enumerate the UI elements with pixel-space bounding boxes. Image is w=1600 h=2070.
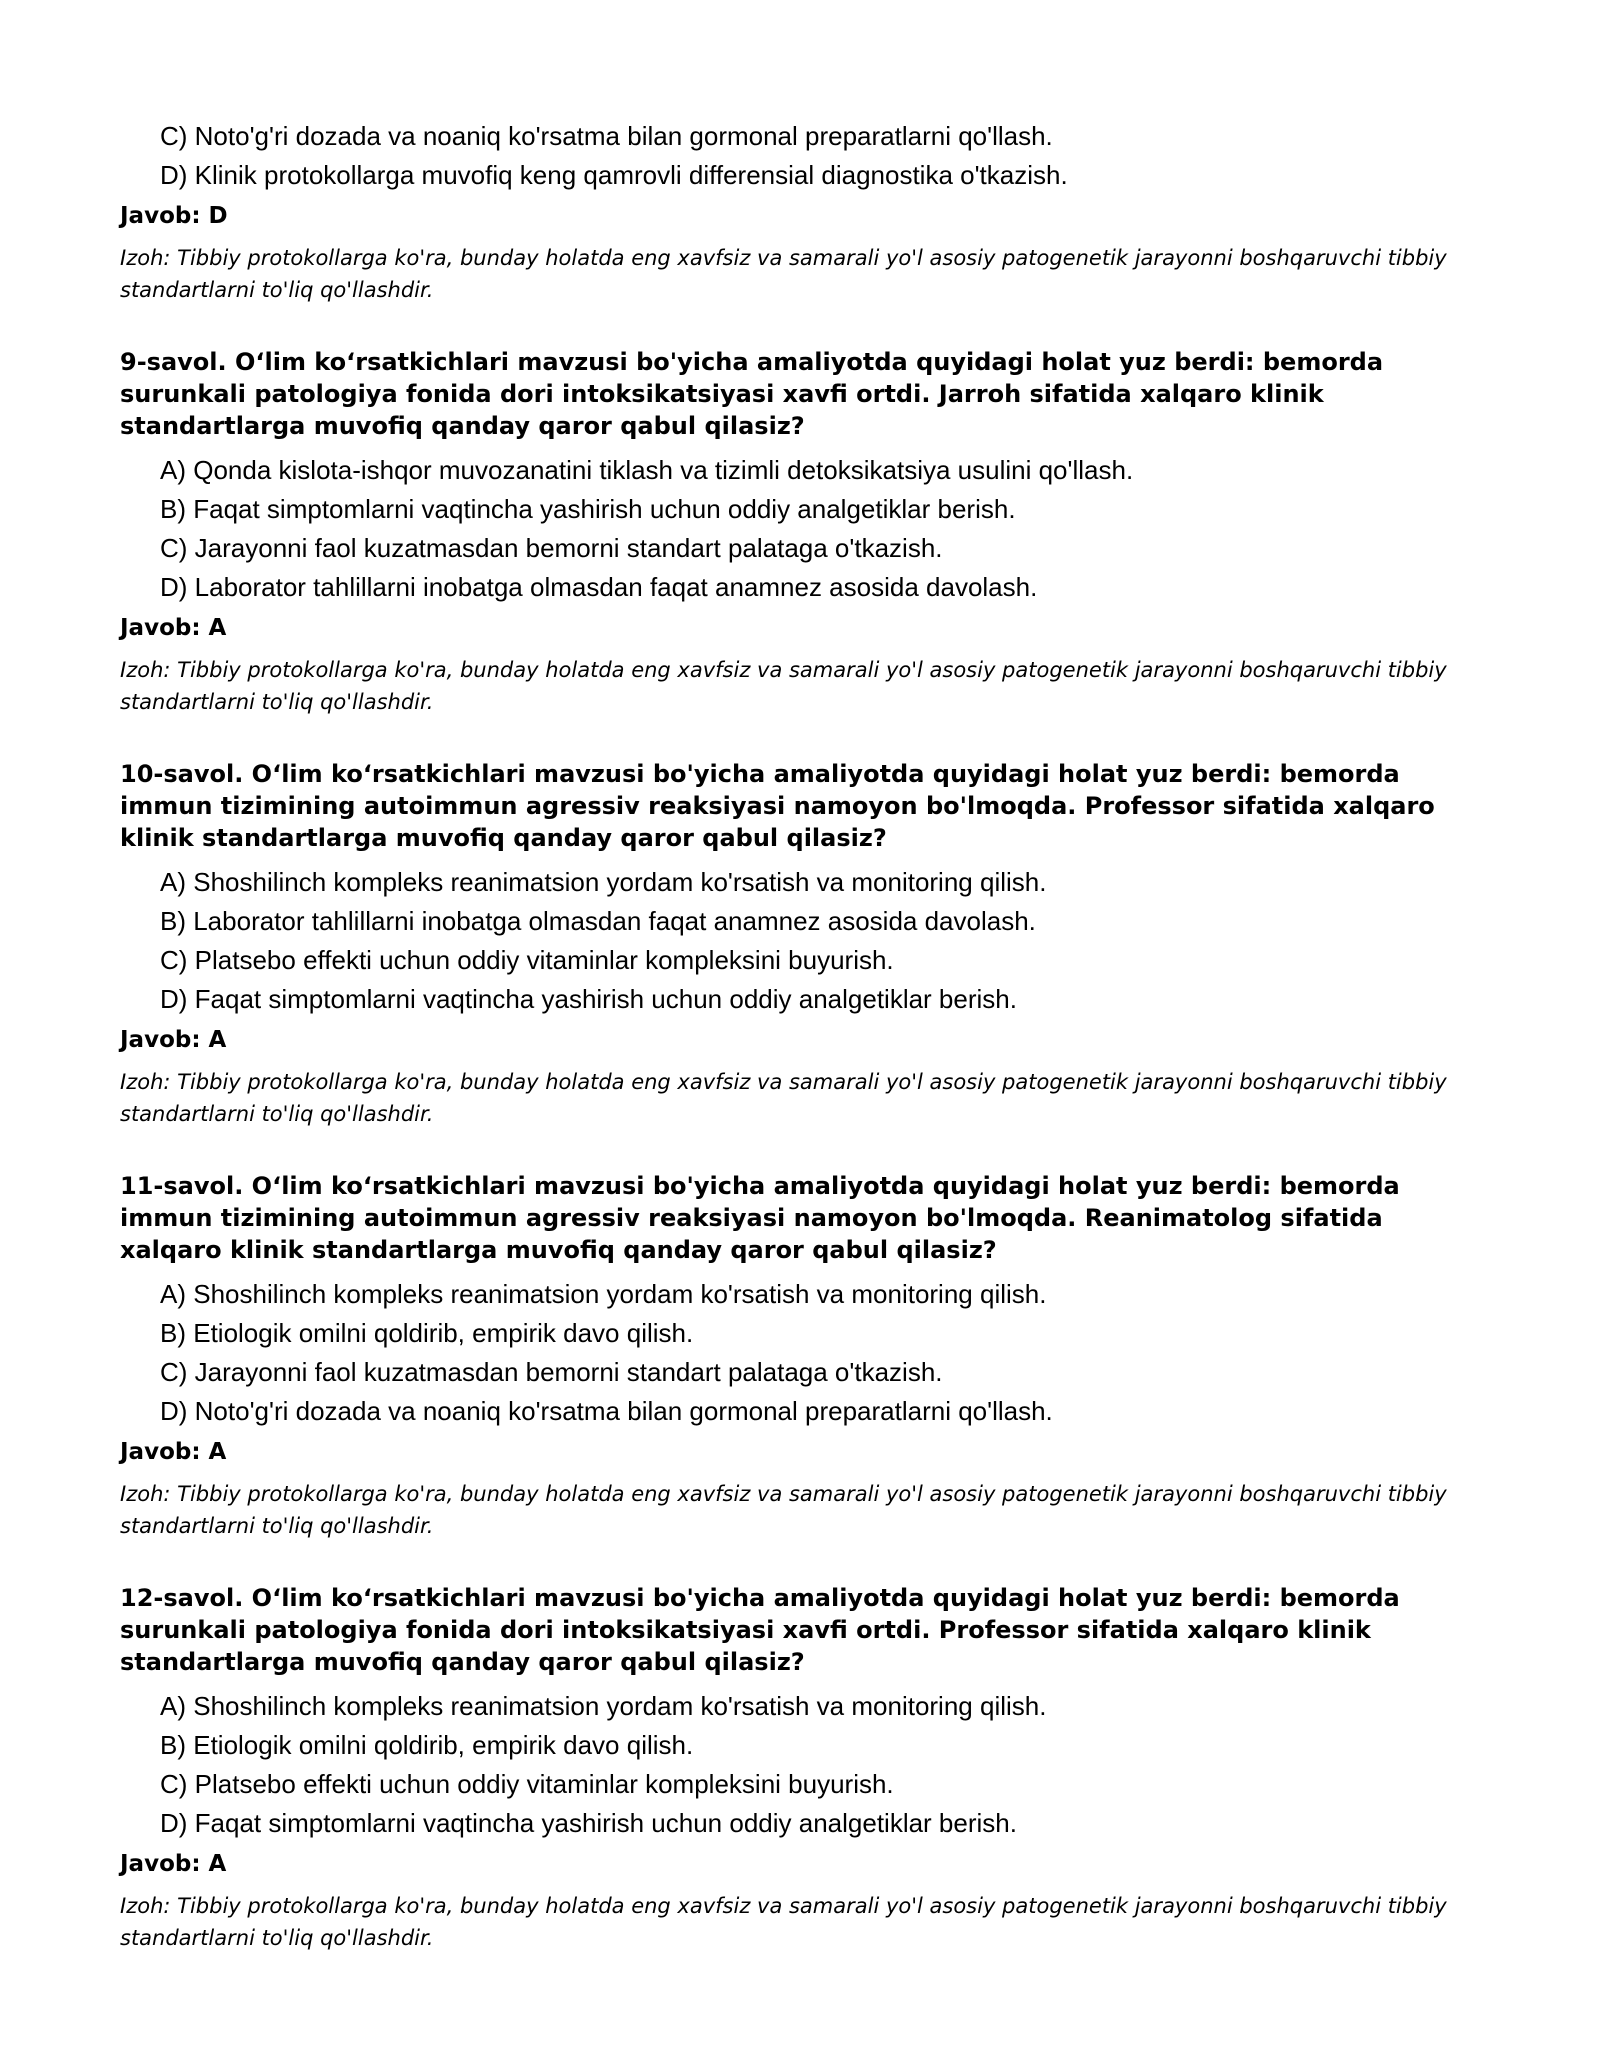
answer-label: Javob: A [120, 1851, 227, 1877]
option-a: A) Shoshilinch kompleks reanimatsion yordam ko'rsatish va monitoring qilish. [160, 1691, 1047, 1721]
explanation-note: Izoh: Tibbiy protokollarga ko'ra, bunday holatda eng xavfsiz va samarali yo'l asosiy patogenetik jarayonni boshqaruvchi tibbiy standartlarni to'liq qo'llashdir. [120, 658, 1447, 714]
explanation-note: Izoh: Tibbiy protokollarga ko'ra, bunday holatda eng xavfsiz va samarali yo'l asosiy patogenetik jarayonni boshqaruvchi tibbiy standartlarni to'liq qo'llashdir. [120, 1482, 1447, 1538]
answer-label: Javob: A [120, 1439, 227, 1465]
option-c: C) Noto'g'ri dozada va noaniq ko'rsatma bilan gormonal preparatlarni qo'llash. [160, 121, 1053, 151]
question-9 [120, 346, 1480, 718]
explanation-note: Izoh: Tibbiy protokollarga ko'ra, bunday holatda eng xavfsiz va samarali yo'l asosiy patogenetik jarayonni boshqaruvchi tibbiy standartlarni to'liq qo'llashdir. [120, 1070, 1447, 1126]
answer-label: Javob: A [120, 615, 227, 641]
option-d: D) Laborator tahlillarni inobatga olmasdan faqat anamnez asosida davolash. [160, 572, 1038, 602]
option-d: D) Noto'g'ri dozada va noaniq ko'rsatma bilan gormonal preparatlarni qo'llash. [160, 1396, 1053, 1426]
option-d: D) Faqat simptomlarni vaqtincha yashirish uchun oddiy analgetiklar berish. [160, 1808, 1017, 1838]
option-b: B) Etiologik omilni qoldirib, empirik davo qilish. [160, 1318, 694, 1348]
question-title: 11-savol. O‘lim ko‘rsatkichlari mavzusi bo'yicha amaliyotda quyidagi holat yuz berdi: bemorda immun tizimining autoimmun agressiv reaksiyasi namoyon bo'lmoqda. Reanimatolog sifatida xalqaro klinik standartlarga muvofiq qanday qaror qabul qilasiz? [120, 1172, 1400, 1264]
option-b: B) Laborator tahlillarni inobatga olmasdan faqat anamnez asosida davolash. [160, 906, 1036, 936]
option-d: D) Faqat simptomlarni vaqtincha yashirish uchun oddiy analgetiklar berish. [160, 984, 1017, 1014]
answer-label: Javob: A [120, 1027, 227, 1053]
question-10 [120, 758, 1480, 1130]
document-page [120, 120, 1480, 1954]
option-c: C) Jarayonni faol kuzatmasdan bemorni standart palataga o'tkazish. [160, 533, 943, 563]
question-title: 9-savol. O‘lim ko‘rsatkichlari mavzusi bo'yicha amaliyotda quyidagi holat yuz berdi: bemorda surunkali patologiya fonida dori intoksikatsiyasi xavfi ortdi. Jarroh sifatida xalqaro klinik standartlarga muvofiq qanday qaror qabul qilasiz? [120, 348, 1384, 440]
question-8-continuation [120, 120, 1480, 306]
explanation-note: Izoh: Tibbiy protokollarga ko'ra, bunday holatda eng xavfsiz va samarali yo'l asosiy patogenetik jarayonni boshqaruvchi tibbiy standartlarni to'liq qo'llashdir. [120, 246, 1447, 302]
option-b: B) Faqat simptomlarni vaqtincha yashirish uchun oddiy analgetiklar berish. [160, 494, 1016, 524]
answer-label: Javob: D [120, 203, 228, 229]
question-title: 12-savol. O‘lim ko‘rsatkichlari mavzusi bo'yicha amaliyotda quyidagi holat yuz berdi: bemorda surunkali patologiya fonida dori intoksikatsiyasi xavfi ortdi. Professor sifatida xalqaro klinik standartlarga muvofiq qanday qaror qabul qilasiz? [120, 1584, 1400, 1676]
option-a: A) Shoshilinch kompleks reanimatsion yordam ko'rsatish va monitoring qilish. [160, 1279, 1047, 1309]
option-c: C) Platsebo effekti uchun oddiy vitaminlar kompleksini buyurish. [160, 945, 894, 975]
option-b: B) Etiologik omilni qoldirib, empirik davo qilish. [160, 1730, 694, 1760]
option-c: C) Jarayonni faol kuzatmasdan bemorni standart palataga o'tkazish. [160, 1357, 943, 1387]
question-11 [120, 1170, 1480, 1542]
option-c: C) Platsebo effekti uchun oddiy vitaminlar kompleksini buyurish. [160, 1769, 894, 1799]
question-12 [120, 1582, 1480, 1954]
question-title: 10-savol. O‘lim ko‘rsatkichlari mavzusi bo'yicha amaliyotda quyidagi holat yuz berdi: bemorda immun tizimining autoimmun agressiv reaksiyasi namoyon bo'lmoqda. Professor sifatida xalqaro klinik standartlarga muvofiq qanday qaror qabul qilasiz? [120, 760, 1435, 852]
option-a: A) Qonda kislota-ishqor muvozanatini tiklash va tizimli detoksikatsiya usulini qo'llash. [160, 455, 1134, 485]
option-d: D) Klinik protokollarga muvofiq keng qamrovli differensial diagnostika o'tkazish. [160, 160, 1068, 190]
option-a: A) Shoshilinch kompleks reanimatsion yordam ko'rsatish va monitoring qilish. [160, 867, 1047, 897]
explanation-note: Izoh: Tibbiy protokollarga ko'ra, bunday holatda eng xavfsiz va samarali yo'l asosiy patogenetik jarayonni boshqaruvchi tibbiy standartlarni to'liq qo'llashdir. [120, 1894, 1447, 1950]
